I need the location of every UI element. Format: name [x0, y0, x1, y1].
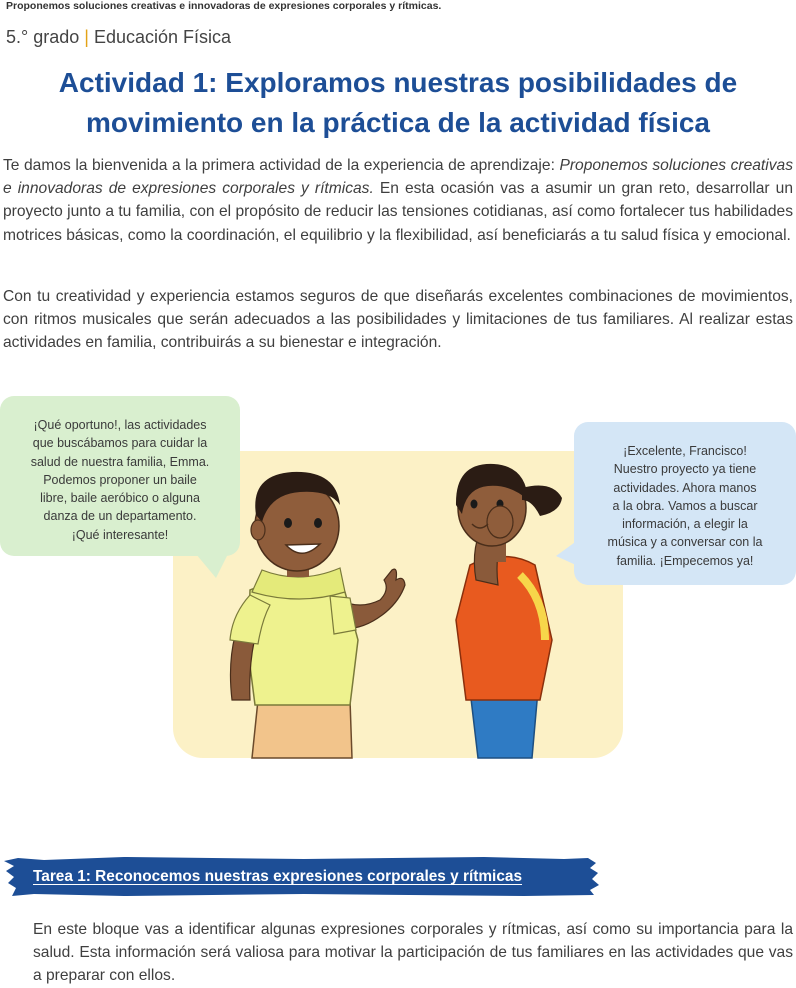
activity-title-line-1: Actividad 1: Exploramos nuestras posibilidades de	[58, 67, 738, 98]
girl-figure	[456, 464, 562, 758]
bubble-line: Nuestro proyecto ya tiene	[613, 462, 757, 477]
speech-bubble-emma	[574, 422, 796, 585]
bubble-line: a la obra. Vamos a buscar	[612, 498, 758, 513]
bubble-line: danza de un departamento.	[43, 509, 197, 524]
bubble-line: que buscábamos para cuidar la	[32, 436, 208, 451]
intro-p1-end: En esta ocasión vas a asumir un gran reto, desarrollar un proyecto junto a tu familia, con el propósito de reducir las tensiones cotidianas, así como fortalecer tus habilidades motrices básicas, como la coordinación, el equilibrio y la flexibilidad, así beneficiarás a tu salud física y emocional.	[3, 180, 793, 244]
bubble-line: actividades. Ahora manos	[613, 480, 757, 495]
grade-label: 5.° grado	[6, 27, 80, 47]
left-bubble-tail	[196, 554, 228, 578]
speech-bubble-francisco	[0, 396, 240, 556]
subject-label: Educación Física	[93, 27, 232, 47]
bubble-line: salud de nuestra familia, Emma.	[30, 454, 210, 469]
bubble-line: Podemos proponer un baile	[43, 472, 197, 487]
task-title: Tarea 1: Reconocemos nuestras expresiones corporales y rítmicas	[33, 868, 523, 885]
activity-title-line-2: movimiento en la práctica de la actividad física	[85, 107, 710, 138]
separator: |	[84, 27, 89, 47]
task-paragraph: En este bloque vas a identificar algunas expresiones corporales y rítmicas, así como su importancia para la salud. Esta información será valiosa para motivar la participación de tus familiares en las actividades que vas a preparar con ellos.	[33, 921, 793, 985]
bubble-line: ¡Qué oportuno!, las actividades	[33, 418, 207, 432]
bubble-line: música y a conversar con la	[607, 535, 763, 550]
intro-paragraph-2: Con tu creatividad y experiencia estamos seguros de que diseñarás excelentes combinaciones de movimientos, con ritmos musicales que serán adecuados a las posibilidades y limitaciones de tus familiares. Al realizar estas actividades en familia, contribuirás a su bienestar e integración.	[3, 288, 793, 352]
bubble-line: ¡Excelente, Francisco!	[623, 444, 747, 458]
bubble-line: información, a elegir la	[622, 517, 748, 532]
intro-p1-start: Te damos la bienvenida a la primera actividad de la experiencia de aprendizaje:	[3, 157, 560, 174]
experience-title: Proponemos soluciones creativas e innovadoras de expresiones corporales y rítmicas.	[3, 157, 793, 198]
running-header: Proponemos soluciones creativas e innovadoras de expresiones corporales y rítmicas.	[6, 0, 442, 12]
bubble-line: ¡Qué interesante!	[71, 527, 169, 542]
boy-figure	[230, 472, 405, 758]
bubble-line: libre, baile aeróbico o alguna	[40, 491, 200, 506]
bubble-line: familia. ¡Empecemos ya!	[616, 553, 754, 568]
